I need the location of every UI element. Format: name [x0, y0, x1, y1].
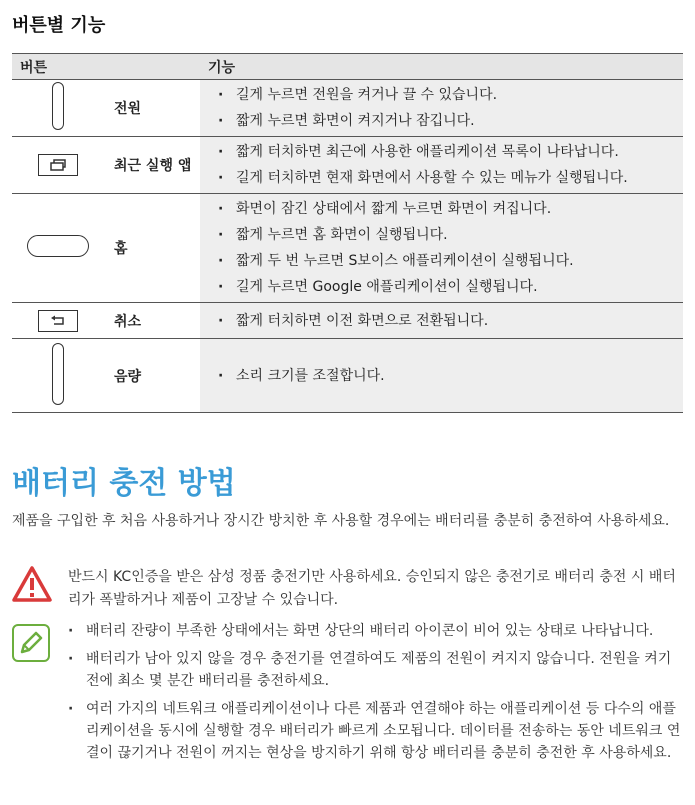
note-item: · 배터리 잔량이 부족한 상태에서는 화면 상단의 배터리 아이콘이 비어 있는 상태로 나타납니다.	[68, 620, 682, 642]
table-header-row	[12, 54, 683, 80]
function-item: · 길게 누르면 Google 애플리케이션이 실행됩니다.	[214, 274, 683, 300]
function-item: · 짧게 누르면 화면이 켜지거나 잠깁니다.	[214, 108, 683, 134]
back-icon	[38, 310, 78, 332]
note-item: · 여러 가지의 네트워크 애플리케이션이나 다른 제품과 연결해야 하는 애플리케이션 등 다수의 애플리케이션을 동시에 실행할 경우 배터리가 빠르게 소모됩니다. 데이터를 전송하는 동안 네트워크 연결이 끊기거나 전원이 꺼지는 현상을 방지하기 위해 항상 배터리를 충분히 충전한 후 사용하세요.	[68, 698, 682, 764]
function-item: · 짧게 누르면 홈 화면이 실행됩니다.	[214, 222, 683, 248]
note-item: · 배터리가 남아 있지 않을 경우 충전기를 연결하여도 제품의 전원이 켜지지 않습니다. 전원을 켜기 전에 최소 몇 분간 배터리를 충전하세요.	[68, 648, 682, 692]
main-heading: 배터리 충전 방법	[12, 466, 236, 501]
table-row	[12, 137, 683, 194]
function-list	[214, 196, 683, 300]
section-heading: 버튼별 기능	[12, 15, 106, 36]
button-name: 취소	[104, 303, 200, 339]
power-button-icon	[52, 82, 64, 130]
note-list	[68, 620, 682, 770]
button-name: 음량	[104, 339, 200, 413]
function-list	[214, 308, 683, 334]
function-item: · 화면이 잠긴 상태에서 짧게 누르면 화면이 켜집니다.	[214, 196, 683, 222]
table-row	[12, 80, 683, 137]
function-item: · 소리 크기를 조절합니다.	[214, 363, 683, 389]
function-list	[214, 363, 683, 389]
button-name: 홈	[104, 194, 200, 303]
table-row	[12, 339, 683, 413]
home-button-icon	[27, 235, 89, 257]
note-pencil-icon	[12, 624, 50, 662]
button-name: 전원	[104, 80, 200, 137]
caution-text: 반드시 KC인증을 받은 삼성 정품 충전기만 사용하세요. 승인되지 않은 충전기로 배터리 충전 시 배터리가 폭발하거나 제품이 고장날 수 있습니다.	[68, 569, 676, 608]
warning-triangle-icon	[12, 566, 52, 606]
button-function-table	[12, 53, 683, 413]
function-item: · 길게 터치하면 현재 화면에서 사용할 수 있는 메뉴가 실행됩니다.	[214, 165, 683, 191]
volume-button-icon	[52, 343, 64, 405]
function-item: · 짧게 터치하면 이전 화면으로 전환됩니다.	[214, 308, 683, 334]
function-list	[214, 82, 683, 134]
intro-paragraph: 제품을 구입한 후 처음 사용하거나 장시간 방치한 후 사용할 경우에는 배터리를 충분히 충전하여 사용하세요.	[12, 513, 670, 529]
header-button: 버튼	[12, 54, 200, 80]
function-item: · 짧게 두 번 누르면 S보이스 애플리케이션이 실행됩니다.	[214, 248, 683, 274]
button-name: 최근 실행 앱	[104, 137, 200, 194]
function-item: · 길게 누르면 전원을 켜거나 끌 수 있습니다.	[214, 82, 683, 108]
table-row	[12, 303, 683, 339]
header-function: 기능	[200, 54, 683, 80]
recent-apps-icon	[38, 154, 78, 176]
function-item: · 짧게 터치하면 최근에 사용한 애플리케이션 목록이 나타납니다.	[214, 139, 683, 165]
table-row	[12, 194, 683, 303]
function-list	[214, 139, 683, 191]
